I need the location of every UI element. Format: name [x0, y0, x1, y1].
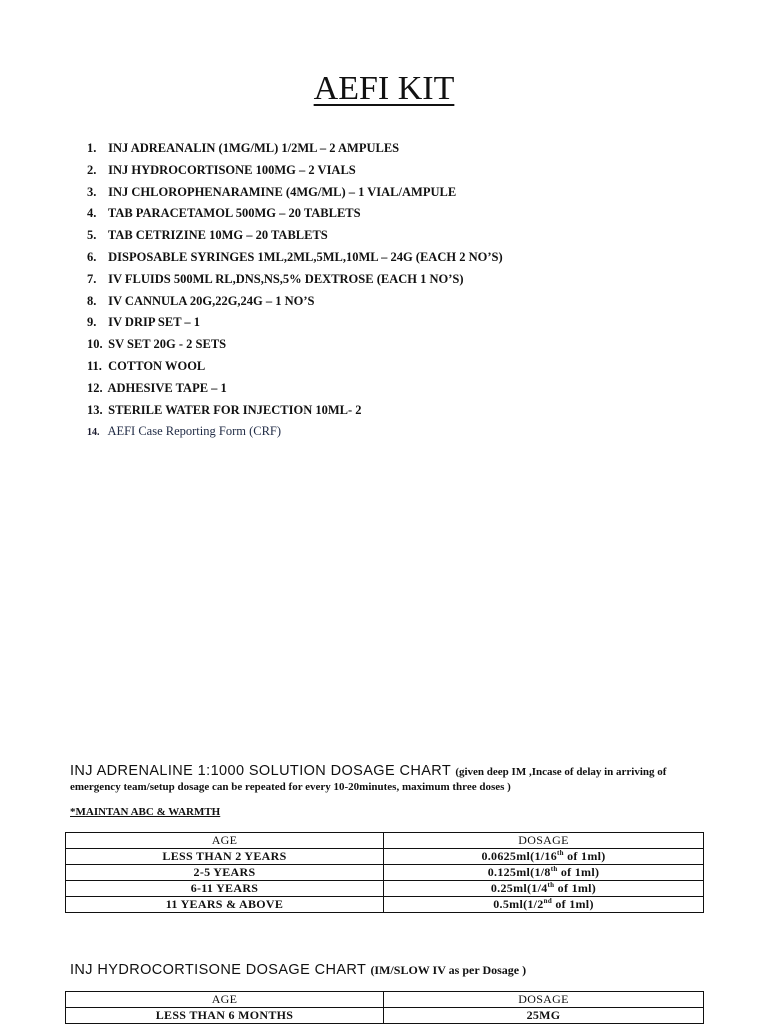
item-text: AEFI Case Reporting Form (CRF) [107, 424, 282, 439]
item-number: 1. [87, 141, 97, 155]
adrenaline-chart-note-continued: emergency team/setup dosage can be repeated for every 10-20minutes, maximum three doses ) [70, 781, 511, 793]
item-number: 8. [87, 293, 97, 308]
list-item [87, 291, 503, 313]
item-number: 5. [87, 228, 97, 243]
item-text: IV FLUIDS 500ML RL,DNS,NS,5% DEXTROSE (EACH 1 NO’S) [108, 271, 464, 286]
item-text: ADHESIVE TAPE – 1 [107, 380, 227, 395]
list-item [87, 225, 503, 247]
list-item [87, 203, 503, 225]
age-cell: 6-11 YEARS [66, 881, 384, 897]
item-text: TAB CETRIZINE 10MG – 20 TABLETS [107, 228, 328, 243]
table-header-row [66, 833, 704, 849]
item-number: 4. [87, 206, 97, 221]
list-item [87, 269, 503, 291]
dosage-cell: 0.125ml(1/8th of 1ml) [384, 865, 704, 881]
item-text: IV DRIP SET – 1 [108, 315, 201, 330]
item-text: DISPOSABLE SYRINGES 1ML,2ML,5ML,10ML – 24G (EACH 2 NO’S) [108, 249, 503, 264]
item-text: INJ CHLOROPHENARAMINE (4MG/ML) – 1 VIAL/AMPULE [108, 184, 457, 199]
table-row [66, 865, 704, 881]
item-text: INJ HYDROCORTISONE 100MG – 2 VIALS [108, 162, 356, 177]
item-number: 9. [87, 315, 97, 330]
item-number: 13. [87, 402, 103, 417]
adrenaline-chart-note: (given deep IM ,Incase of delay in arriving of [455, 766, 667, 778]
list-item [87, 312, 503, 334]
item-number: 6. [87, 249, 97, 264]
page-title [0, 70, 768, 108]
list-item [87, 334, 503, 356]
adrenaline-chart-title: INJ ADRENALINE 1:1000 SOLUTION DOSAGE CHART [70, 763, 456, 779]
dosage-cell: 25MG [384, 1008, 704, 1024]
item-number: 10. [87, 337, 103, 352]
list-item [87, 160, 503, 182]
item-number: 2. [87, 162, 97, 177]
item-number: 3. [87, 184, 97, 199]
hydrocortisone-chart-title: INJ HYDROCORTISONE DOSAGE CHART [70, 962, 371, 978]
hydrocortisone-dosage-table [65, 991, 704, 1024]
list-item [87, 182, 503, 204]
kit-item-list [87, 138, 503, 443]
dosage-cell: 0.25ml(1/4th of 1ml) [384, 881, 704, 897]
list-item [87, 400, 503, 422]
hydrocortisone-chart-note: (IM/SLOW IV as per Dosage ) [370, 963, 527, 977]
table-row [66, 897, 704, 913]
list-item [87, 247, 503, 269]
page-title-text: AEFI KIT [313, 70, 455, 107]
item-number: 14. [87, 427, 100, 439]
column-header-age: AGE [66, 992, 384, 1008]
table-header-row [66, 992, 704, 1008]
dosage-cell: 0.0625ml(1/16th of 1ml) [384, 849, 704, 865]
age-cell: LESS THAN 6 MONTHS [66, 1008, 384, 1024]
list-item [87, 138, 503, 160]
item-text: IV CANNULA 20G,22G,24G – 1 NO’S [108, 293, 315, 308]
adrenaline-chart-heading [70, 763, 666, 779]
column-header-age: AGE [66, 833, 384, 849]
item-number: 12. [87, 380, 103, 395]
item-text: COTTON WOOL [108, 358, 206, 373]
column-header-dosage: DOSAGE [384, 992, 704, 1008]
list-item-crf [87, 421, 503, 443]
column-header-dosage: DOSAGE [384, 833, 704, 849]
item-text: STERILE WATER FOR INJECTION 10ML- 2 [108, 402, 362, 417]
adrenaline-dosage-table [65, 832, 704, 913]
item-number: 7. [87, 271, 97, 286]
age-cell: 2-5 YEARS [66, 865, 384, 881]
item-text: INJ ADREANALIN (1MG/ML) 1/2ML – 2 AMPULES [108, 141, 400, 155]
age-cell: 11 YEARS & ABOVE [66, 897, 384, 913]
item-text: TAB PARACETAMOL 500MG – 20 TABLETS [107, 206, 361, 221]
table-row [66, 849, 704, 865]
hydrocortisone-chart-heading [70, 962, 526, 978]
item-number: 11. [87, 358, 102, 373]
dosage-cell: 0.5ml(1/2nd of 1ml) [384, 897, 704, 913]
age-cell: LESS THAN 2 YEARS [66, 849, 384, 865]
list-item [87, 356, 503, 378]
maintain-abc-warmth-note: *MAINTAN ABC & WARMTH [70, 806, 221, 818]
item-text: SV SET 20G - 2 SETS [108, 337, 227, 352]
list-item [87, 378, 503, 400]
table-row [66, 881, 704, 897]
table-row [66, 1008, 704, 1024]
